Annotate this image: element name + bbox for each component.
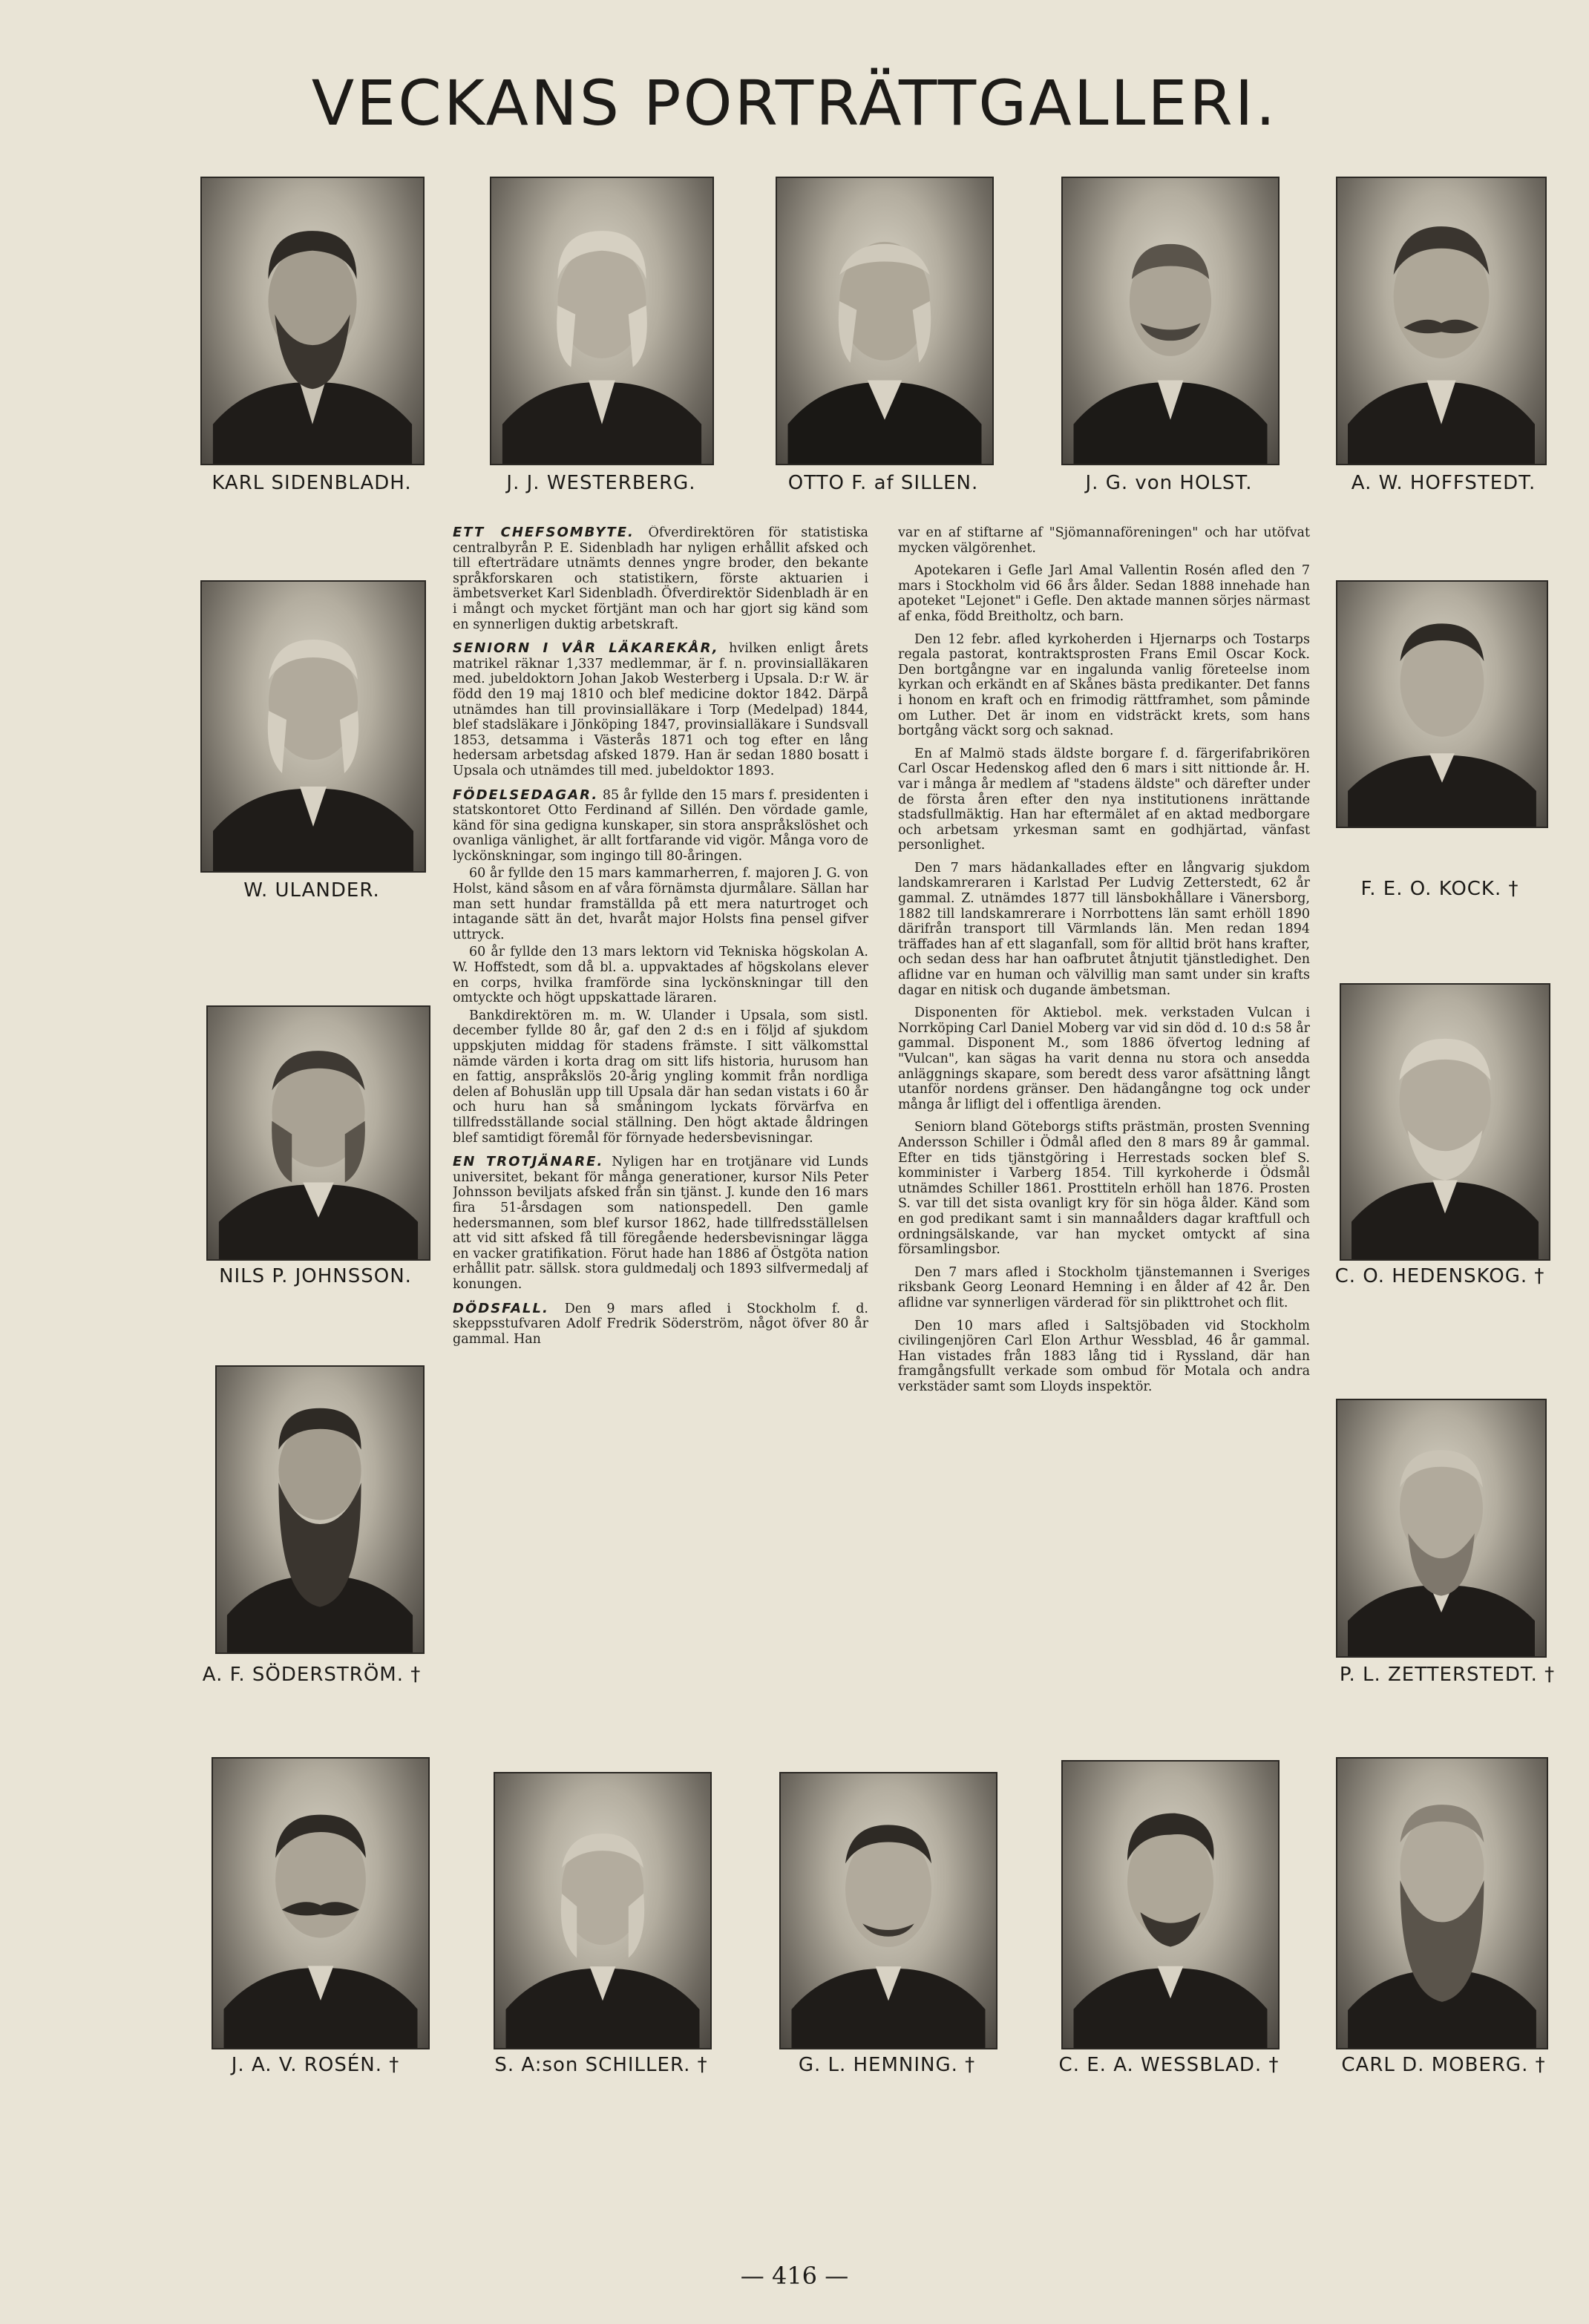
heading-seniorn: SENIORN I VÅR LÄKAREKÅR, (453, 640, 719, 657)
caption-johnsson: NILS P. JOHNSSON. (219, 1265, 412, 1287)
text-right-6: Disponenten för Aktiebol. mek. verkstaden Vulcan i Norrköping Carl Daniel Moberg var vid sin död d. 10 d:s 58 år gammal. Disponent M., som 1886 öfvertog ledning af "Vulcan", kan sägas ha varit denna nu stora och ansedda anläggnings skapare, som beredt dess varor afsättning långt utanför nordens gränser. Den hädangångne tog ock under många år lifligt del i offentliga ärenden. (898, 1005, 1310, 1112)
portrait-hedenskog (1340, 983, 1550, 1261)
portrait-soderstrom (215, 1365, 425, 1654)
article-seniorn (453, 641, 868, 778)
text-right-5: Den 7 mars hädankallades efter en långvarig sjukdom landskamreraren i Karlstad Per Ludvig Zetterstedt, 62 år gammal. Z. utnämdes 1877 till länsbokhållare i Vänersborg, 1882 till landskamrerare i Norrbottens län samt erhöll 1890 därifrån transport till Värmlands län. Men redan 1894 träffades han af ett slaganfall, som för alltid bröt hans krafter, och sedan dess har han oafbrutet åtnjutit tjänstledighet. Den aflidne var en human och välvillig man samt under sin krafts dagar en nitisk och dugande ämbetsman. (898, 860, 1310, 998)
text-right-4: En af Malmö stads äldste borgare f. d. färgerifabrikören Carl Oscar Hedenskog afled den 6 mars i sitt nittionde år. H. var i många år medlem af "stadens äldste" och därefter under de första åren efter den nya institutionens inrättande stadsfullmäktig. Han har eftermälet af en aktad medborgare och arbetsam yrkesman samt en godhjärtad, vänfast personlighet. (898, 746, 1310, 853)
text-right-1: var en af stiftarne af "Sjömannaföreningen" och har utöfvat mycken välgörenhet. (898, 525, 1310, 556)
text-right-9: Den 10 mars afled i Saltsjöbaden vid Stockholm civilingenjören Carl Elon Arthur Wessblad, 46 år gammal. Han vistades från 1883 lång tid i Ryssland, där han framgångsfullt verkade som ombud för Motala och andra verkstäder samt som Lloyds inspektör. (898, 1318, 1310, 1394)
caption-hemning: G. L. HEMNING. † (798, 2054, 976, 2076)
heading-chefsombyte: ETT CHEFSOMBYTE. (453, 525, 635, 540)
text-dodsfall: Den 9 mars afled i Stockholm f. d. skeppsstufvaren Adolf Fredrik Söderström, något öfver 80 år gammal. Han (453, 1301, 868, 1347)
portrait-hoffstedt (1336, 177, 1547, 465)
portrait-sillen (776, 177, 994, 465)
caption-rosen: J. A. V. ROSÉN. † (231, 2054, 400, 2076)
article-chefsombyte (453, 525, 868, 632)
page-number: — 416 — (740, 2262, 849, 2290)
article-dodsfall (453, 1301, 868, 1348)
caption-sillen: OTTO F. af SILLEN. (787, 472, 979, 494)
caption-sidenbladh: KARL SIDENBLADH. (212, 472, 412, 494)
portrait-rosen (212, 1757, 430, 2049)
caption-wessblad: C. E. A. WESSBLAD. † (1058, 2054, 1280, 2076)
caption-ulander: W. ULANDER. (243, 879, 380, 902)
portrait-moberg (1336, 1757, 1548, 2049)
heading-fodelsedagar: FÖDELSEDAGAR. (453, 787, 599, 803)
caption-hedenskog: C. O. HEDENSKOG. † (1334, 1265, 1545, 1287)
heading-trotjanare: EN TROTJÄNARE. (453, 1154, 604, 1170)
caption-hoffstedt: A. W. HOFFSTEDT. (1351, 472, 1536, 494)
portrait-wessblad (1061, 1760, 1280, 2049)
text-seniorn: hvilken enligt årets matrikel räknar 1,337 medlemmar, är f. n. provinsialläkaren med. jubeldoktorn Johan Jakob Westerberg i Upsala. D:r W. är född den 19 maj 1810 och blef medicine doktor 1842. Därpå utnämdes han till provinsialläkare i Torp (Medelpad) 1844, blef stadsläkare i Jönköping 1847, provinsialläkare i Sundsvall 1853, detsamma i Västerås 1871 och tog efter en lång hedersam arbetsdag afsked 1879. Han är sedan 1880 bosatt i Upsala och utnämdes till med. jubeldoktor 1893. (453, 641, 868, 778)
text-fodelsedagar-1: 85 år fyllde den 15 mars f. presidenten i statskontoret Otto Ferdinand af Sillén. Den vördade gamle, känd för sina gedigna kunskaper, sin stora anspråkslöshet och ovanliga vänlighet, är allt fortfarande vid vigör. Många voro de lyckönskningar, som ingingo till 80-åringen. (453, 787, 868, 864)
left-text-column (453, 525, 868, 1757)
text-chefsombyte: Öfverdirektören för statistiska centralbyrån P. E. Sidenbladh har nyligen erhållit afsked och till efterträdare utnämts dennes yngre broder, den bekante språkforskaren och statistikern, förste aktuarien i ämbetsverket Karl Sidenbladh. Öfverdirektör Sidenbladh är en i mångt och mycket förtjänt man och har gjort sig känd som en synnerligen duktig arbetskraft. (453, 525, 868, 632)
text-right-8: Den 7 mars afled i Stockholm tjänstemannen i Sveriges riksbank Georg Leonard Hemning i en ålder af 42 år. Den aflidne var synnerligen värderad för sin plikttrohet och flit. (898, 1264, 1310, 1310)
text-right-3: Den 12 febr. afled kyrkoherden i Hjernarps och Tostarps regala pastorat, kontraktsprosten Frans Emil Oscar Kock. Den bortgångne var en ingalunda vanlig företeelse inom kyrkan och erkändt en af Skånes bästa predikanter. Det fanns i honom en kraft och en frimodig rättframhet, som påminde om Luther. Det är inom en vidsträckt krets, som hans bortgång väckt sorg och saknad. (898, 631, 1310, 739)
caption-westerberg: J. J. WESTERBERG. (506, 472, 696, 494)
portrait-johnsson (206, 1005, 430, 1261)
text-fodelsedagar-4: Bankdirektören m. m. W. Ulander i Upsala, som sistl. december fyllde 80 år, gaf den 2 d:s en i följd af sjukdom uppskjuten middag för stadens främste. I sitt välkomsttal nämde värden i korta drag om sitt lifs historia, hurusom han en fattig, anspråkslös 20-årig yngling kommit från nordliga delen af Bohuslän upp till Upsala där han sedan vistats i 60 år och huru han så småningom lyckats förvärfva en tillfredsställande social ställning. Den högt aktade åldringen blef samtidigt föremål för förnyade hedersbevisningar. (453, 1008, 868, 1146)
text-trotjanare: Nyligen har en trotjänare vid Lunds universitet, bekant för många generationer, kursor Nils Peter Johnsson beviljats afsked från sin tjänst. J. kunde den 16 mars fira 51-årsdagen som nationspedell. Den gamle hedersmannen, som blef kursor 1862, hade tillfredsställelsen att vid sitt afsked få till föregående hedersbevisningar lägga en vacker gratifikation. Förut hade han 1886 af Östgöta nation erhållit patr. sällsk. stora guldmedalj och 1893 silfvermedalj af konungen. (453, 1155, 868, 1292)
article-trotjanare (453, 1155, 868, 1292)
heading-dodsfall: DÖDSFALL. (453, 1300, 549, 1316)
caption-holst: J. G. von HOLST. (1085, 472, 1253, 494)
text-fodelsedagar-3: 60 år fyllde den 13 mars lektorn vid Tekniska högskolan A. W. Hoffstedt, som då bl. a. uppvaktades af högskolans elever en corps, hvilka framförde sina lyckönskningar till den omtyckte och högt uppskattade läraren. (453, 945, 868, 1006)
portrait-westerberg (490, 177, 714, 465)
caption-kock: F. E. O. KOCK. † (1360, 878, 1519, 900)
text-right-7: Seniorn bland Göteborgs stifts prästmän, prosten Svenning Andersson Schiller i Ödmål afled den 8 mars 89 år gammal. Efter en tids tjänstgöring i Herrestads socken blef S. komminister i Varberg 1854. Till kyrkoherde i Ödsmål utnämdes Schiller 1861. Prosttiteln erhöll han 1876. Prosten S. var till det sista ovanligt kry för sin höga ålder. Känd som en god predikant samt i sin mannaålders dagar kraftfull och ordningsälskande, var han mycket omtyckt af sina församlingsbor. (898, 1120, 1310, 1258)
portrait-sidenbladh (200, 177, 425, 465)
portrait-schiller (494, 1772, 712, 2049)
portrait-kock (1336, 580, 1548, 828)
caption-zetterstedt: P. L. ZETTERSTEDT. † (1339, 1664, 1556, 1686)
article-fodelsedagar (453, 788, 868, 864)
portrait-hemning (779, 1772, 997, 2049)
caption-moberg: CARL D. MOBERG. † (1341, 2054, 1546, 2076)
page-title: VECKANS PORTRÄTTGALLERI. (311, 67, 1278, 139)
caption-soderstrom: A. F. SÖDERSTRÖM. † (202, 1664, 422, 1686)
right-text-column (898, 525, 1310, 1757)
portrait-holst (1061, 177, 1280, 465)
portrait-ulander (200, 580, 426, 873)
text-fodelsedagar-2: 60 år fyllde den 15 mars kammarherren, f. majoren J. G. von Holst, känd såsom en af våra förnämsta djurmålare. Sällan har man sett hundar framställda på ett mera naturtroget och intagande sätt än det, hvaråt major Holsts fina pensel gifver uttryck. (453, 866, 868, 942)
portrait-zetterstedt (1336, 1399, 1547, 1658)
text-right-2: Apotekaren i Gefle Jarl Amal Vallentin Rosén afled den 7 mars i Stockholm vid 66 års ålder. Sedan 1888 innehade han apoteket "Lejonet" i Gefle. Den aktade mannen sörjes närmast af enka, född Breitholtz, och barn. (898, 563, 1310, 624)
caption-schiller: S. A:son SCHILLER. † (494, 2054, 708, 2076)
